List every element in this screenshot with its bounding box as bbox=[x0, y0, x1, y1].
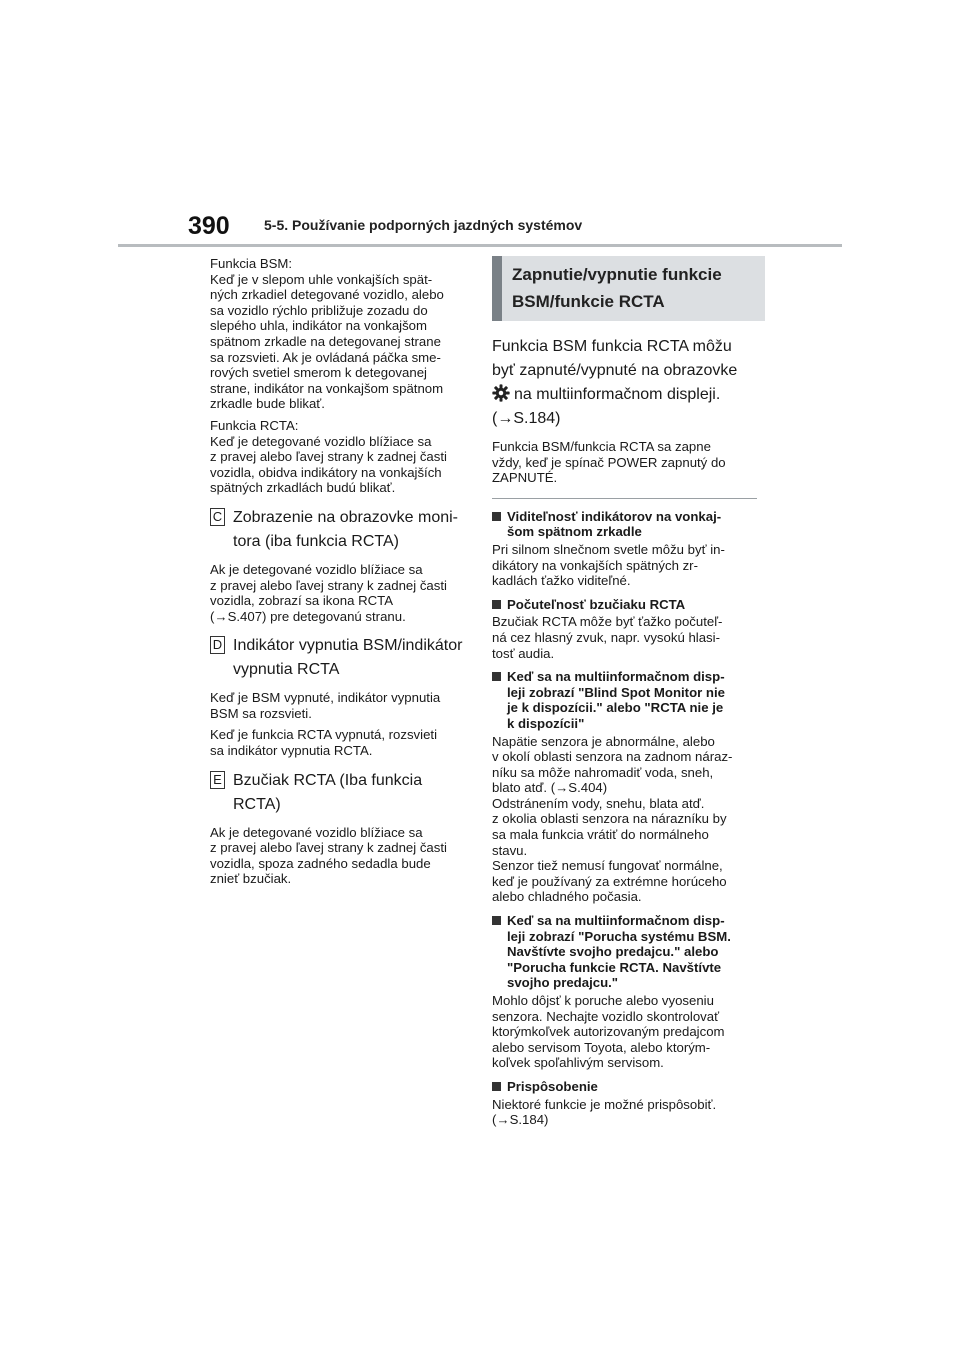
gear-icon bbox=[492, 384, 510, 402]
lead-text-before-icon: Funkcia BSM funkcia RCTA môžu byť zapnuté/vypnuté na obrazovke bbox=[492, 338, 738, 379]
power-note-paragraph: Funkcia BSM/funkcia RCTA sa zapne vždy, keď je spínač POWER zapnutý do ZAPNUTÉ. bbox=[492, 439, 726, 486]
section-d-paragraph-2: Keď je funkcia RCTA vypnutá, rozsvieti sa indikátor vypnutia RCTA. bbox=[210, 727, 438, 759]
section-d-heading bbox=[210, 634, 472, 682]
note-heading bbox=[492, 669, 757, 731]
section-e-title: Bzučiak RCTA (Iba funkcia RCTA) bbox=[233, 771, 423, 813]
note-heading bbox=[492, 913, 757, 991]
square-bullet-icon bbox=[492, 600, 501, 609]
note-item bbox=[492, 509, 757, 589]
section-e-heading bbox=[210, 769, 472, 817]
section-c-paragraph: Ak je detegované vozidlo blížiace sa z pravej alebo ľavej strany k zadnej časti vozidla, zobrazí sa ikona RCTA (→S.407) pre detegovanú stranu. bbox=[210, 561, 447, 624]
section-d-paragraph-1: Keď je BSM vypnuté, indikátor vypnutia BSM sa rozsvieti. bbox=[210, 690, 441, 721]
right-column bbox=[492, 256, 757, 1132]
section-letter-badge: E bbox=[210, 771, 225, 789]
lead-text-after-icon: na multiinformačnom displeji. (→S.184) bbox=[492, 386, 721, 427]
square-bullet-icon bbox=[492, 672, 501, 681]
section-d-title: Indikátor vypnutia BSM/indikátor vypnutia RCTA bbox=[233, 637, 463, 679]
section-box-title: Zapnutie/vypnutie funkcie BSM/funkcie RCTA bbox=[492, 256, 765, 321]
note-item bbox=[492, 597, 757, 661]
section-c-title: Zobrazenie na obrazovke moni- tora (iba funkcia RCTA) bbox=[233, 508, 459, 550]
note-body: Bzučiak RCTA môže byť ťažko počuteľ- ná cez hlasný zvuk, napr. vysokú hlasi- tosť audia. bbox=[492, 614, 723, 661]
section-c-heading bbox=[210, 506, 472, 554]
square-bullet-icon bbox=[492, 512, 501, 521]
note-title: Keď sa na multiinformačnom disp- leji zobrazí "Porucha systému BSM. Navštívte svojho predajcu." alebo "Porucha funkcie RCTA. Navštívte svojho predajcu." bbox=[507, 913, 731, 991]
note-body: Pri silnom slnečnom svetle môžu byť in- dikátory na vonkajších spätných zr- kadlách ťažko viditeľné. bbox=[492, 541, 725, 589]
lead-paragraph bbox=[492, 335, 757, 431]
note-title: Počuteľnosť bzučiaku RCTA bbox=[507, 596, 686, 612]
note-item bbox=[492, 669, 757, 905]
page-number: 390 bbox=[188, 212, 230, 240]
square-bullet-icon bbox=[492, 1082, 501, 1091]
square-bullet-icon bbox=[492, 916, 501, 925]
left-column bbox=[210, 256, 472, 893]
note-title: Keď sa na multiinformačnom disp- leji zobrazí "Blind Spot Monitor nie je k dispozícii." alebo "RCTA nie je k dispozícii" bbox=[507, 669, 725, 731]
header-divider bbox=[118, 244, 842, 247]
note-heading bbox=[492, 509, 757, 540]
note-title: Prispôsobenie bbox=[507, 1078, 598, 1094]
section-divider bbox=[492, 498, 757, 499]
note-heading bbox=[492, 1079, 757, 1095]
section-e-paragraph: Ak je detegované vozidlo blížiace sa z pravej alebo ľavej strany k zadnej časti vozidla, spoza zadného sedadla bude znieť bzučiak. bbox=[210, 824, 447, 887]
note-title: Viditeľnosť indikátorov na vonkaj- šom spätnom zrkadle bbox=[507, 508, 722, 540]
section-letter-badge: C bbox=[210, 508, 225, 526]
rcta-function-paragraph: Funkcia RCTA: Keď je detegované vozidlo blížiace sa z pravej alebo ľavej strany k zadnej časti vozidla, obidva indikátory na vonkajších spätných zrkadlách budú blikať. bbox=[210, 417, 447, 496]
section-letter-badge: D bbox=[210, 636, 225, 654]
bsm-function-paragraph: Funkcia BSM: Keď je v slepom uhle vonkajších spät- ných zrkadiel detegované vozidlo, alebo sa vozidlo rýchlo približuje zozadu do slepého uhla, indikátor na vonkajšom spätnom zrkadle na detegovanej strane sa rozsvieti. Ak je ovládaná páčka sme- rových svetiel smerom k detegovanej strane, indikátor na vonkajšom spätnom zrkadle bude blikať. bbox=[210, 256, 444, 412]
note-body: Niektoré funkcie je možné prispôsobiť. (→S.184) bbox=[492, 1096, 717, 1128]
note-body: Napätie senzora je abnormálne, alebo v okolí oblasti senzora na zadnom náraz- níku sa môže nahromadiť voda, sneh, blato atď. (→S.404) Odstránením vody, snehu, blata atď. z okolia oblasti senzora na nárazníku by sa mala funkcia vrátiť do normálneho stavu. Senzor tiež nemusí fungovať normálne, keď je používaný za extrémne horúceho alebo chladného počasia. bbox=[492, 733, 733, 905]
note-heading bbox=[492, 597, 757, 613]
note-item bbox=[492, 1079, 757, 1128]
note-body: Mohlo dôjsť k poruche alebo vyoseniu senzora. Nechajte vozidlo skontrolovať ktorýmkoľvek autorizovaným predajcom alebo servisom Toyota, alebo ktorým- koľvek spoľahlivým servisom. bbox=[492, 993, 725, 1071]
note-item bbox=[492, 913, 757, 1071]
chapter-title: 5-5. Používanie podporných jazdných systémov bbox=[264, 217, 583, 233]
page-header bbox=[0, 0, 960, 250]
